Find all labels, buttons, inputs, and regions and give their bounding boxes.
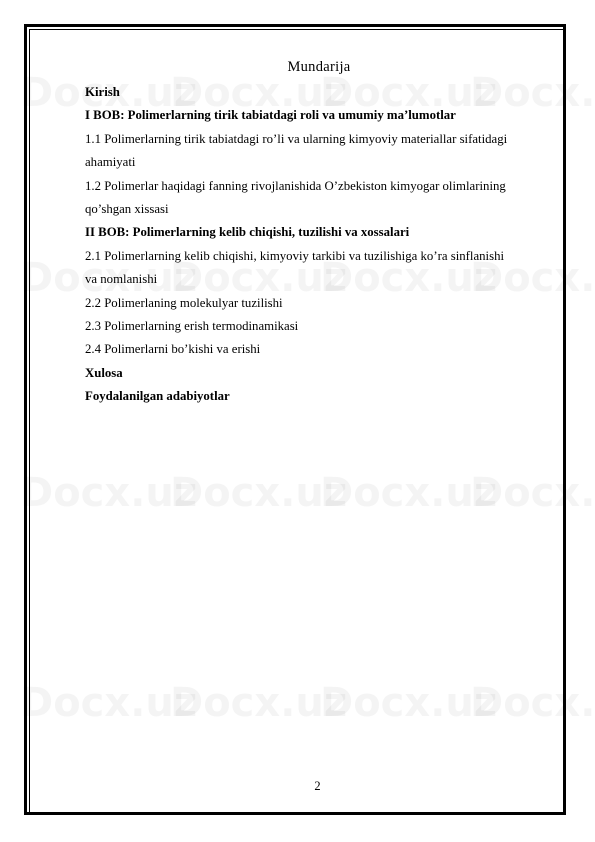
toc-entry-conclusion: Xulosa: [85, 365, 123, 380]
toc-chapter-1: I BOB: Polimerlarning tirik tabiatdagi roli va umumiy ma’lumotlar: [85, 108, 456, 123]
toc-section-1-1: 1.1 Polimerlarning tirik tabiatdagi ro’li va ularning kimyoviy materiallar sifatidagi: [85, 131, 508, 146]
toc-section-2-4: 2.4 Polimerlarni bo’kishi va erishi: [85, 342, 261, 357]
toc-section-1-2-continued: qo’shgan xissasi: [85, 202, 169, 217]
toc-section-2-3: 2.3 Polimerlarning erish termodinamikasi: [85, 319, 299, 334]
toc-title: Mundarija: [287, 59, 351, 75]
toc-section-1-2: 1.2 Polimerlar haqidagi fanning rivojlanishida O’zbekiston kimyogar olimlarining: [85, 178, 506, 193]
toc-section-2-1: 2.1 Polimerlarning kelib chiqishi, kimyoviy tarkibi va tuzilishiga ko’ra sinflanishi: [85, 248, 505, 263]
toc-section-2-2: 2.2 Polimerlaning molekulyar tuzilishi: [85, 295, 283, 310]
toc-chapter-2: II BOB: Polimerlarning kelib chiqishi, tuzilishi va xossalari: [85, 225, 410, 240]
toc-entry-references: Foydalanilgan adabiyotlar: [85, 389, 230, 404]
page-number: 2: [314, 779, 321, 793]
toc-section-1-1-continued: ahamiyati: [85, 155, 136, 170]
toc-section-2-1-continued: va nomlanishi: [85, 272, 158, 287]
toc-entry-introduction: Kirish: [85, 85, 120, 99]
table-of-contents: [85, 57, 547, 409]
